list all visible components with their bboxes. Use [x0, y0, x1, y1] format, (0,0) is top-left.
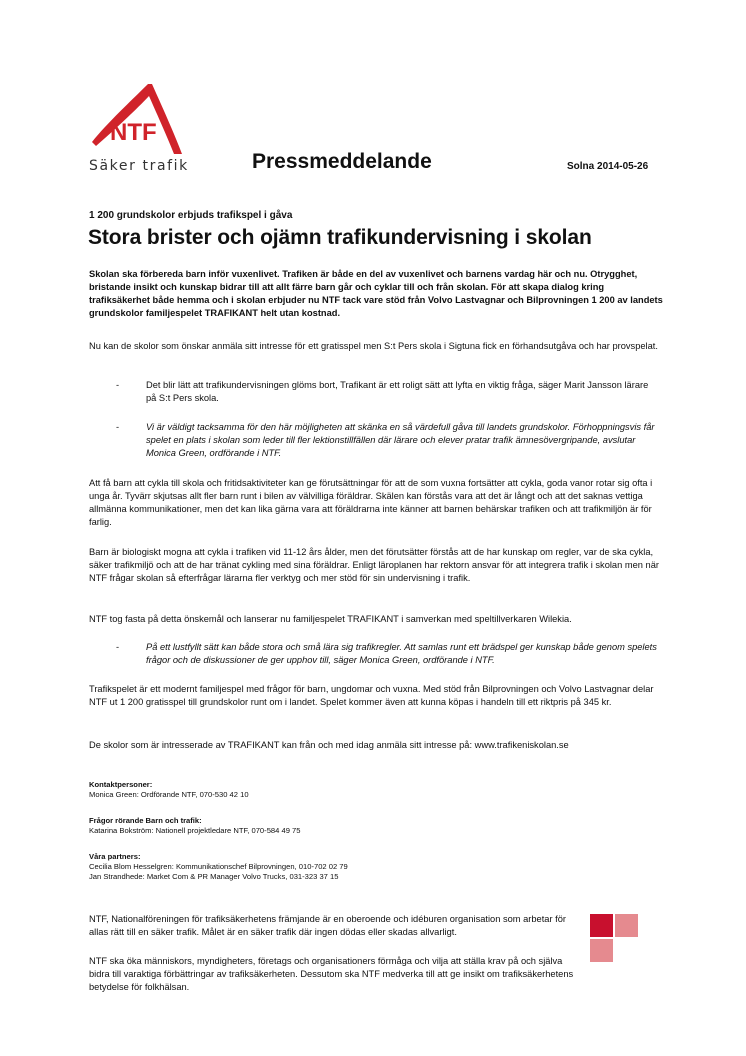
lead-paragraph: Skolan ska förbereda barn inför vuxenlivet. Trafiken är både en del av vuxenlivet och barnens vardag här och nu. Otrygghet, bristande insikt och kunskap bidrar till att allt färre barn går och cyklar till och från skolan. För att skapa dialog kring trafiksäkerhet både hemma och i skolan erbjuder nu NTF tack vare stöd från Volvo Lastvagnar och Bilprovningen 1 200 av landets grundskolor familjespelet TRAFIKANT helt utan kostnad. — [89, 269, 663, 318]
partners-heading: Våra partners: — [89, 852, 141, 861]
logo-text: NTF — [110, 119, 157, 146]
questions-heading: Frågor rörande Barn och trafik: — [89, 816, 202, 825]
dash-marker: - — [116, 380, 120, 390]
dash-marker: - — [116, 422, 120, 432]
footer-about: NTF, Nationalföreningen för trafiksäkerhetens främjande är en oberoende och idéburen organisation som arbetar för allas rätt till en säker trafik. Målet är en säker trafik där ingen dödas eller skadas allvarligt. — [89, 914, 566, 937]
partners-section — [89, 852, 348, 882]
paragraph-6: De skolor som är intresserade av TRAFIKANT kan från och med idag anmäla sitt intresse på: www.trafikeniskolan.se — [89, 740, 569, 750]
footer-mission: NTF ska öka människors, myndigheters, företags och organisationers förmåga och vilja att ställa krav på och själva bidra till varaktiga förbättringar av trafiksäkerheten. Dessutom ska NTF medverka till att ge insikt om trafiksäkerhetens betydelse för folkhälsan. — [89, 956, 574, 992]
paragraph-1: Nu kan de skolor som önskar anmäla sitt intresse för ett gratisspel men S:t Pers skola i Sigtuna fick en förhandsutgåva och har provspelat. — [89, 341, 658, 351]
headline: Stora brister och ojämn trafikundervisning i skolan — [88, 226, 592, 249]
paragraph-4: NTF tog fasta på detta önskemål och lanserar nu familjespelet TRAFIKANT i samverkan med speltillverkaren Wilekia. — [89, 614, 572, 624]
contact-section — [89, 780, 249, 800]
decor-square-dark — [590, 914, 613, 937]
quote-item-3 — [116, 641, 660, 667]
decor-square-light — [615, 914, 638, 937]
partner-line: Cecilia Blom Hesselgren: Kommunikationschef Bilprovningen, 010-702 02 79 — [89, 862, 348, 871]
paragraph-5: Trafikspelet är ett modernt familjespel med frågor för barn, ungdomar och vuxna. Med stöd från Bilprovningen och Volvo Lastvagnar delar NTF ut 1 200 gratisspel till grundskolor runt om i landet. Spelet kommer även att kunna köpas i handeln till ett riktpris på 345 kr. — [89, 684, 654, 707]
contact-line: Katarina Bokström: Nationell projektledare NTF, 070-584 49 75 — [89, 826, 301, 835]
contact-line: Monica Green: Ordförande NTF, 070-530 42 10 — [89, 790, 249, 799]
document-type-title: Pressmeddelande — [252, 150, 432, 173]
quote-text-3: På ett lustfyllt sätt kan både stora och små lära sig trafikregler. Att samlas runt ett brädspel ger kunskap både genom spelets frågor och de diskussioner de ger upphov till, säger Monica Green, ordförande i NTF. — [146, 642, 657, 665]
logo-subtitle: Säker trafik — [89, 158, 189, 174]
quote-item-2 — [116, 421, 660, 460]
decor-square-light — [590, 939, 613, 962]
quote-item-1 — [116, 379, 660, 405]
quote-text-1: Det blir lätt att trafikundervisningen glöms bort, Trafikant är ett roligt sätt att lyfta en viktig fråga, säger Marit Jansson lärare på S:t Pers skola. — [146, 380, 649, 403]
paragraph-2: Att få barn att cykla till skola och fritidsaktiviteter kan ge förutsättningar för att de som vuxna fortsätter att cykla, goda vanor rotar sig ofta i unga år. Tyvärr skjutsas allt fler barn runt i bilen av välvilliga föräldrar. Skälen kan förstås vara att det är långt och att det saknas vettiga allmänna kommunikationer, men det kan lika gärna vara att föräldrarna inte känner att barnen behärskar trafiken och att trafikmiljön är för farlig. — [89, 478, 653, 527]
partner-line: Jan Strandhede: Market Com & PR Manager Volvo Trucks, 031-323 37 15 — [89, 872, 339, 881]
quote-text-2: Vi är väldigt tacksamma för den här möjligheten att skänka en så värdefull gåva till landets grundskolor. Förhoppningsvis får spelet en plats i skolan som leder till fler lektionstillfällen där lärare och elever pratar trafik ämnesövergripande, avslutar Monica Green, ordförande i NTF. — [146, 422, 655, 458]
questions-section — [89, 816, 300, 836]
dash-marker: - — [116, 642, 120, 652]
paragraph-3: Barn är biologiskt mogna att cykla i trafiken vid 11-12 års ålder, men det förutsätter förstås att de har kunskap om regler, var de ska cykla, säker trafikmiljö och att de har tränat cykling med sina föräldrar. Enligt läroplanen har rektorn ansvar för att integrera trafik i skolan men när NTF frågar skolan så efterfrågar lärarna fler verktyg och mer stöd för sin undervisning i trafik. — [89, 547, 659, 583]
kicker: 1 200 grundskolor erbjuds trafikspel i gåva — [89, 210, 293, 221]
release-date: Solna 2014-05-26 — [567, 161, 649, 172]
contact-heading: Kontaktpersoner: — [89, 780, 153, 789]
